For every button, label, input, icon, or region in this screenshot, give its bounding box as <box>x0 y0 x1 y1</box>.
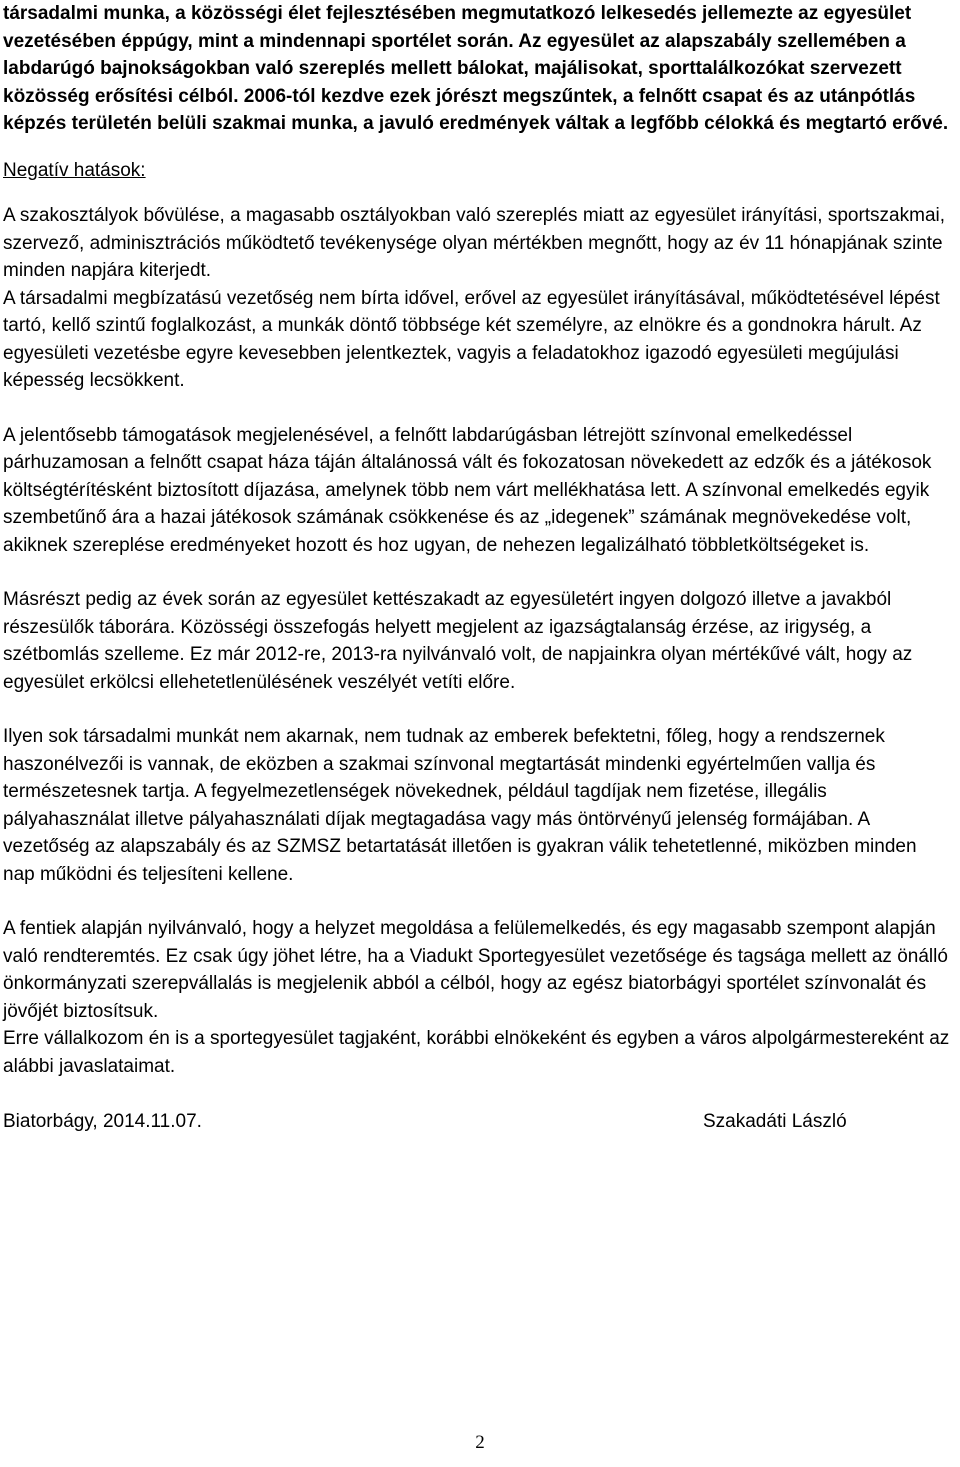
paragraph-1: A szakosztályok bővülése, a magasabb osztályokban való szereplés miatt az egyesület irányítási, sportszakmai, szervező, adminisztrációs működtető tevékenysége olyan mértékben megnőtt, hogy az év 11 hónapjának szinte minden napjára kiterjedt. <box>3 205 946 281</box>
document-page <box>3 0 953 1136</box>
author-name: Szakadáti László <box>703 1111 847 1132</box>
page-number: 2 <box>475 1432 485 1453</box>
signature-line <box>3 1108 953 1136</box>
place-date: Biatorbágy, 2014.11.07. <box>3 1111 202 1132</box>
paragraph-2: A társadalmi megbízatású vezetőség nem bírta idővel, erővel az egyesület irányításával, működtetésével lépést tartó, kellő szintű foglalkozást, a munkák döntő többsége két személyre, az elnökre és a gondnokra hárult. Az egyesületi vezetésbe egyre kevesebben jelentkeztek, vagyis a feladatokhoz igazodó egyesületi megújulási képesség lecsökkent. <box>3 287 940 391</box>
paragraph-3: A jelentősebb támogatások megjelenésével, a felnőtt labdarúgásban létrejött színvonal emelkedéssel párhuzamosan a felnőtt csapat háza táján általánossá vált és fokozatosan növekedett az edzők és a játékosok költségtérítésként biztosított díjazása, amelynek több nem várt mellékhatása lett. A színvonal emelkedés egyik szembetűnő ára a hazai játékosok számának csökkenése és az „idegenek” számának megnövekedése volt, akiknek szereplése eredményeket hozott és hoz ugyan, de nehezen legalizálható többletköltségeket is. <box>3 424 932 556</box>
section-heading: Negatív hatások: <box>3 159 146 181</box>
paragraph-7: Erre vállalkozom én is a sportegyesület tagjaként, korábbi elnökeként és egyben a város alpolgármestereként az alábbi javaslataimat. <box>3 1028 950 1077</box>
paragraph-6: A fentiek alapján nyilvánvaló, hogy a helyzet megoldása a felülemelkedés, és egy magasabb szempont alapján való rendteremtés. Ez csak úgy jöhet létre, ha a Viadukt Sportegyesület vezetősége és tagsága mellett az önálló önkormányzati szerepvállalás is megjelenik abból a célból, hogy az egész biatorbágyi sportélet színvonalát és jövőjét biztosítsuk. <box>3 918 948 1022</box>
paragraph-5: Ilyen sok társadalmi munkát nem akarnak, nem tudnak az emberek befektetni, főleg, hogy a rendszernek haszonélvezői is vannak, de eközben a szakmai színvonal megtartását mindenki egyértelműen vallja és természetesnek tartja. A fegyelmezetlenségek növekednek, például tagdíjak nem fizetése, illegális pályahasználat illetve pályahasználati díjak megtagadása vagy más öntörvényű jelenség formájában. A vezetőség az alapszabály és az SZMSZ betartatását illetően is gyakran válik tehetetlenné, miközben minden nap működni és teljesíteni kellene. <box>3 726 917 885</box>
paragraph-4: Másrészt pedig az évek során az egyesület kettészakadt az egyesületért ingyen dolgozó illetve a javakból részesülők táborára. Közösségi összefogás helyett megjelent az igazságtalanság érzése, az irigység, a szétbomlás szelleme. Ez már 2012-re, 2013-ra nyilvánvaló volt, de napjainkra olyan mértékűvé vált, hogy az egyesület erkölcsi ellehetetlenülésének veszélyét vetíti előre. <box>3 589 913 693</box>
intro-paragraph: társadalmi munka, a közösségi élet fejlesztésében megmutatkozó lelkesedés jellemezte az egyesület vezetésében éppúgy, mint a mindennapi sportélet során. Az egyesület az alapszabály szellemében a labdarúgó bajnokságokban való szereplés mellett bálokat, majálisokat, sporttalálkozókat szervezett közösség erősítési célból. 2006-tól kezdve ezek jórészt megszűntek, a felnőtt csapat és az utánpótlás képzés területén belüli szakmai munka, a javuló eredmények váltak a legfőbb célokká és megtartó erővé. <box>3 3 949 134</box>
